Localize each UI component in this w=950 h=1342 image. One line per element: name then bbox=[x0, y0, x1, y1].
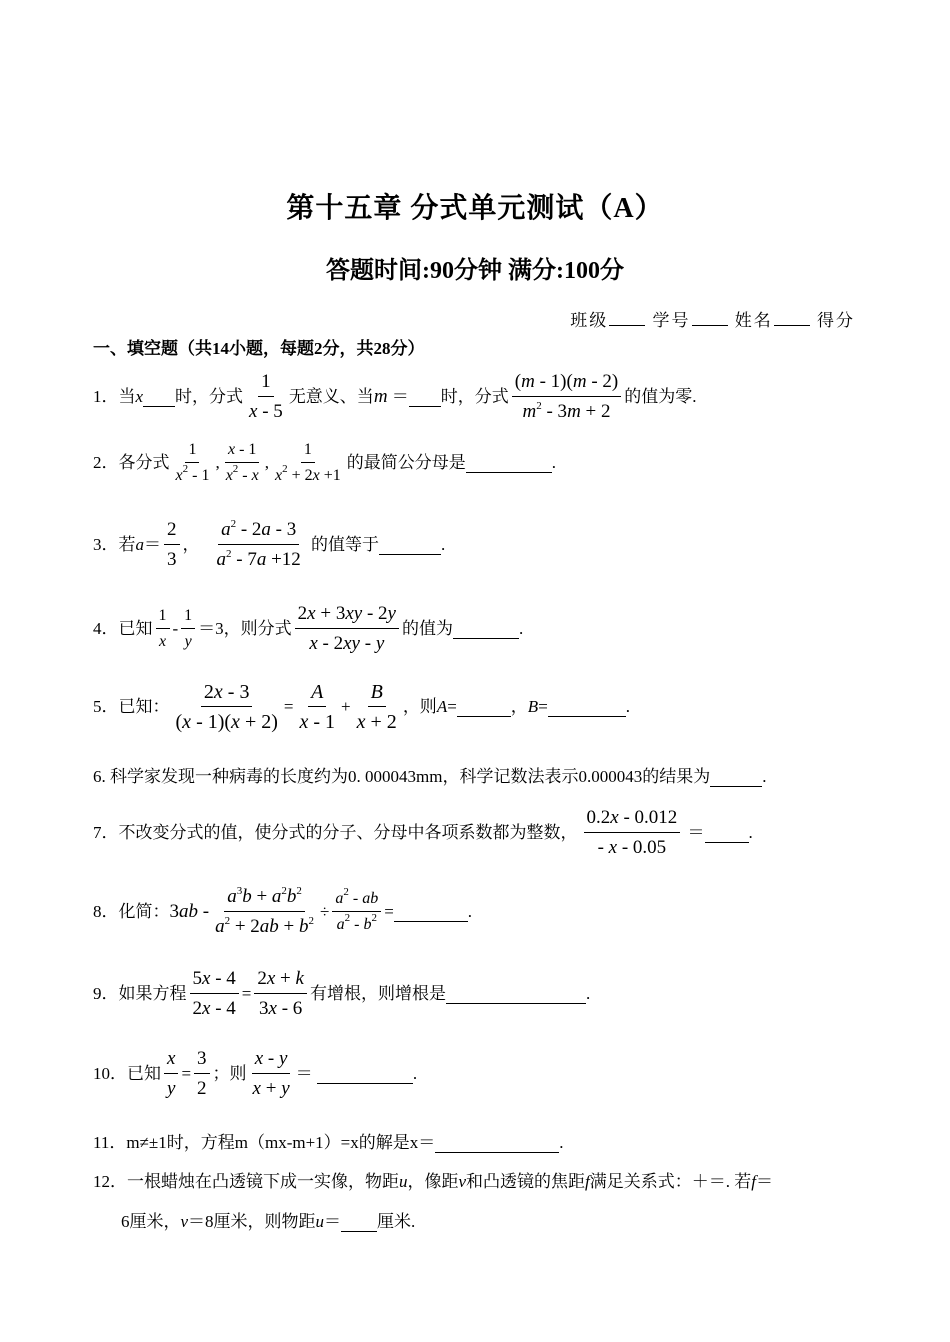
q3-fraction: $\frac{a^2 - 2a - 3}{a^2 - 7a +12}$ bbox=[216, 518, 301, 570]
student-info bbox=[570, 306, 855, 331]
q8-prefix: 8．化简： bbox=[93, 902, 170, 921]
q12-text-4: 满足关系式：＋＝. 若 bbox=[589, 1172, 752, 1191]
q1-blank-2[interactable] bbox=[409, 388, 441, 407]
q9-blank[interactable] bbox=[446, 985, 586, 1004]
q4-fraction-1x: $\frac{1}{x}$ bbox=[156, 606, 170, 652]
q2-fraction-2: $\frac{x - 1}{x^2 - x}$ bbox=[225, 441, 259, 484]
q10-blank[interactable] bbox=[317, 1065, 413, 1084]
q5-prefix: 5．已知： bbox=[93, 697, 170, 716]
q8-fraction-2: $\frac{a^2 - ab}{a^2 - b^2}$ bbox=[332, 889, 381, 935]
q5-fraction-b: $\frac{B}{x + 2}$ bbox=[356, 681, 397, 733]
q10-prefix: 10．已知 bbox=[93, 1064, 161, 1083]
q9-fraction-right: $\frac{2x + k}{3x - 6}$ bbox=[254, 967, 307, 1021]
section-heading: 一、填空题（共14小题，每题2分，共28分） bbox=[93, 339, 425, 358]
q4-fraction: $\frac{2x + 3xy - 2y}{x - 2xy - y}$ bbox=[295, 602, 399, 656]
q10-fraction-32: $\frac{3}{2}$ bbox=[194, 1047, 210, 1101]
q12-text-1: 12．一根蜡烛在凸透镜下成一实像，物距 bbox=[93, 1172, 399, 1191]
q8-expr: 3ab - bbox=[169, 901, 210, 922]
q12-var-u2: u bbox=[315, 1212, 325, 1231]
question-5: 5．已知： $\frac{2x - 3}{(x - 1)(x + 2)}$ = $\frac{A}{x - 1}$ + $\frac{B}{x + 2}$ ，则 A = ， B = . bbox=[93, 681, 631, 733]
q2-blank[interactable] bbox=[466, 454, 552, 473]
q1-prefix: 1．当 bbox=[93, 387, 136, 406]
q10-eq: ＝ bbox=[295, 1064, 313, 1083]
q8-eq: = bbox=[384, 902, 394, 921]
q12-var-v2: v bbox=[180, 1212, 189, 1231]
q7-eq: ＝ bbox=[687, 823, 705, 842]
q4-text-a: ＝3，则分式 bbox=[198, 619, 292, 638]
q5-eq-a: = bbox=[447, 697, 457, 716]
q11-dot: . bbox=[559, 1133, 564, 1152]
q12-text-6: 6厘米， bbox=[121, 1212, 181, 1231]
q12-blank[interactable] bbox=[341, 1213, 377, 1232]
q5-fraction-a: $\frac{A}{x - 1}$ bbox=[299, 681, 336, 733]
q5-fraction-left: $\frac{2x - 3}{(x - 1)(x + 2)}$ bbox=[175, 681, 278, 733]
q2-fraction-3: $\frac{1}{x^2 + 2x +1}$ bbox=[274, 441, 341, 484]
q2-fraction-1: $\frac{1}{x^2 - 1}$ bbox=[175, 441, 210, 484]
q3-dot: . bbox=[441, 535, 446, 554]
question-2: 2．各分式 $\frac{1}{x^2 - 1}$ , $\frac{x - 1}{x^2 - x}$ , $\frac{1}{x^2 + 2x +1}$ 的最简公分母是 . bbox=[93, 441, 557, 484]
q12-var-f: f bbox=[585, 1172, 590, 1191]
q2-dot: . bbox=[551, 453, 557, 472]
question-1: 1．当 x 时，分式 $\frac{1}{x - 5}$ 无意义、当 m ＝ 时，分式 $\frac{(m - 1)(m - 2)}{m^2 - 3m + 2}$ 的值为零. bbox=[93, 371, 697, 422]
question-4: 4．已知 $\frac{1}{x}$ - $\frac{1}{y}$ ＝3，则分式 $\frac{2x + 3xy - 2y}{x - 2xy - y}$ 的值为 . bbox=[93, 603, 524, 654]
q5-dot: . bbox=[625, 697, 631, 716]
q12-text-3: 和凸透镜的焦距 bbox=[466, 1172, 586, 1191]
q3-value: $\frac{2}{3}$ bbox=[164, 518, 180, 572]
question-10: 10．已知 $\frac{x}{y}$ = $\frac{3}{2}$ ；则 $\frac{x - y}{x + y}$ ＝ . bbox=[93, 1048, 418, 1099]
q11-blank[interactable] bbox=[435, 1134, 559, 1153]
q3-blank[interactable] bbox=[379, 536, 441, 555]
q12-var-u: u bbox=[399, 1172, 408, 1191]
q5-comma: ， bbox=[510, 697, 528, 716]
q12-text-7: ＝8厘米，则物距 bbox=[188, 1212, 316, 1231]
q3-text: 的值等于 bbox=[311, 535, 380, 554]
question-3: 3．若 a ＝ $\frac{2}{3}$ ， $\frac{a^2 - 2a - 3}{a^2 - 7a +12}$ 的值等于 . bbox=[93, 518, 446, 570]
q5-text-a: ，则 bbox=[402, 697, 437, 716]
number-label: 学号 bbox=[652, 311, 691, 330]
q3-eq: ＝ bbox=[144, 535, 161, 554]
q4-text-e: 的值为 bbox=[401, 619, 453, 638]
q7-dot: . bbox=[748, 823, 753, 842]
q3-comma: ， bbox=[182, 535, 200, 554]
q12-var-f2: f bbox=[751, 1172, 757, 1191]
q12-var-v: v bbox=[458, 1172, 467, 1191]
question-8: 8．化简： 3ab - $\frac{a^3b + a^2b^2}{a^2 + 2ab + b^2}$ ÷ $\frac{a^2 - ab}{a^2 - b^2}$ = . bbox=[93, 885, 473, 937]
number-blank[interactable] bbox=[692, 309, 728, 326]
q6-blank[interactable] bbox=[710, 768, 762, 787]
question-11 bbox=[93, 1131, 564, 1155]
question-12-line-1 bbox=[93, 1170, 773, 1194]
q9-dot: . bbox=[585, 984, 591, 1003]
q7-blank[interactable] bbox=[705, 824, 749, 843]
q7-fraction: $\frac{0.2x - 0.012}{- x - 0.05}$ bbox=[584, 806, 681, 860]
q4-fraction-1y: $\frac{1}{y}$ bbox=[181, 606, 195, 652]
q12-text-9: 厘米. bbox=[377, 1212, 416, 1231]
q10-fraction: $\frac{x - y}{x + y}$ bbox=[252, 1048, 290, 1099]
q12-text-5: ＝ bbox=[756, 1172, 774, 1191]
q2-prefix: 2．各分式 bbox=[93, 453, 170, 472]
q1-fraction-2: $\frac{(m - 1)(m - 2)}{m^2 - 3m + 2}$ bbox=[512, 370, 621, 424]
q8-fraction-1: $\frac{a^3b + a^2b^2}{a^2 + 2ab + b^2}$ bbox=[215, 885, 315, 937]
exam-subtitle: 答题时间:90分钟 满分:100分 bbox=[326, 258, 624, 284]
name-label: 姓名 bbox=[734, 311, 773, 330]
q1-text-a: 时，分式 bbox=[175, 387, 244, 406]
q4-blank[interactable] bbox=[453, 620, 519, 639]
q1-text-e: 的值为零. bbox=[624, 387, 697, 406]
q11-text: 11．m≠±1时，方程m（mx-m+1）=x的解是x＝ bbox=[93, 1133, 436, 1152]
q1-blank-1[interactable] bbox=[143, 388, 175, 407]
question-6 bbox=[93, 765, 766, 789]
class-blank[interactable] bbox=[609, 309, 645, 326]
q9-fraction-left: $\frac{5x - 4}{2x - 4}$ bbox=[190, 967, 239, 1021]
question-12-line-2 bbox=[121, 1210, 415, 1234]
q6-dot: . bbox=[762, 767, 767, 786]
q1-fraction-1: $\frac{1}{x - 5}$ bbox=[249, 371, 283, 422]
q6-text: 6. 科学家发现一种病毒的长度约为0. 000043mm，科学记数法表示0.000043的结果为 bbox=[93, 767, 711, 786]
q4-prefix: 4．已知 bbox=[93, 619, 153, 638]
q9-prefix: 9．如果方程 bbox=[93, 984, 187, 1003]
q8-blank[interactable] bbox=[394, 903, 468, 922]
q10-dot: . bbox=[412, 1064, 418, 1083]
q1-eq: ＝ bbox=[391, 387, 409, 406]
name-blank[interactable] bbox=[774, 309, 810, 326]
q10-text: ；则 bbox=[212, 1064, 247, 1083]
q5-blank-b[interactable] bbox=[548, 698, 626, 717]
question-7 bbox=[93, 806, 753, 860]
q2-text: 的最简公分母是 bbox=[346, 453, 466, 472]
q12-text-2: ，像距 bbox=[407, 1172, 459, 1191]
q10-fraction-xy: $\frac{x}{y}$ bbox=[164, 1047, 178, 1101]
q12-text-8: ＝ bbox=[324, 1212, 342, 1231]
q7-text: 7．不改变分式的值，使分式的分子、分母中各项系数都为整数， bbox=[93, 823, 578, 842]
q1-text-d: 时，分式 bbox=[440, 387, 509, 406]
q4-dot: . bbox=[518, 619, 524, 638]
question-9: 9．如果方程 $\frac{5x - 4}{2x - 4}$ = $\frac{2x + k}{3x - 6}$ 有增根，则增根是 . bbox=[93, 968, 591, 1019]
q5-eq-b: = bbox=[538, 697, 548, 716]
page-title: 第十五章 分式单元测试（A） bbox=[286, 193, 664, 224]
q1-text-b: 无意义、当 bbox=[288, 387, 374, 406]
q3-prefix: 3．若 bbox=[93, 535, 136, 554]
q8-dot: . bbox=[467, 902, 473, 921]
q9-text: 有增根，则增根是 bbox=[309, 984, 446, 1003]
score-label: 得分 bbox=[817, 311, 855, 330]
class-label: 班级 bbox=[570, 311, 609, 330]
q5-blank-a[interactable] bbox=[457, 698, 511, 717]
